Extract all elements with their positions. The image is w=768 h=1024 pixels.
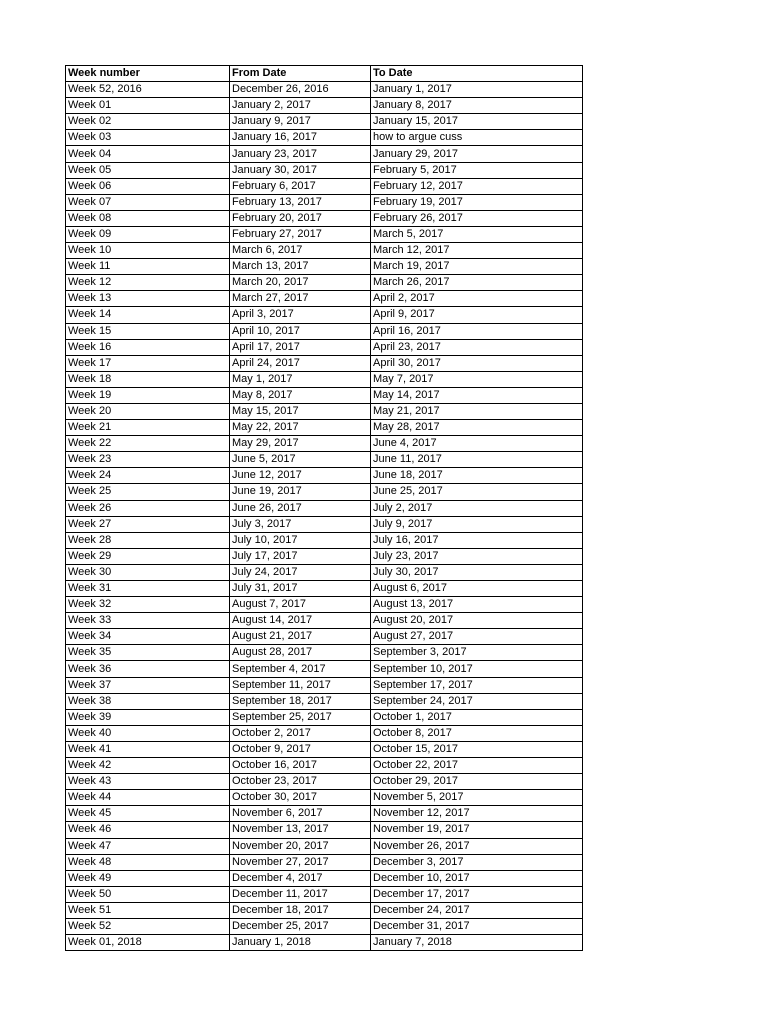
week-number-cell: Week 31 [66, 581, 230, 597]
week-number-cell: Week 13 [66, 291, 230, 307]
to-date-cell: October 29, 2017 [371, 774, 583, 790]
week-number-cell: Week 15 [66, 323, 230, 339]
to-date-cell: August 13, 2017 [371, 597, 583, 613]
week-number-cell: Week 45 [66, 806, 230, 822]
week-number-cell: Week 01, 2018 [66, 935, 230, 951]
table-row [66, 645, 583, 661]
to-date-cell: May 21, 2017 [371, 403, 583, 419]
table-row [66, 452, 583, 468]
to-date-cell: June 18, 2017 [371, 468, 583, 484]
week-number-cell: Week 03 [66, 130, 230, 146]
table-row [66, 693, 583, 709]
to-date-cell: September 10, 2017 [371, 661, 583, 677]
to-date-cell: June 25, 2017 [371, 484, 583, 500]
from-date-cell: August 14, 2017 [230, 613, 371, 629]
table-row [66, 677, 583, 693]
from-date-cell: May 15, 2017 [230, 403, 371, 419]
week-number-cell: Week 05 [66, 162, 230, 178]
week-number-cell: Week 36 [66, 661, 230, 677]
table-row [66, 613, 583, 629]
table-row [66, 838, 583, 854]
from-date-cell: June 26, 2017 [230, 500, 371, 516]
from-date-cell: February 27, 2017 [230, 226, 371, 242]
to-date-cell: January 29, 2017 [371, 146, 583, 162]
week-number-cell: Week 40 [66, 725, 230, 741]
to-date-cell: April 30, 2017 [371, 355, 583, 371]
week-number-cell: Week 50 [66, 886, 230, 902]
to-date-cell: October 8, 2017 [371, 725, 583, 741]
to-date-cell: December 17, 2017 [371, 886, 583, 902]
week-number-cell: Week 51 [66, 902, 230, 918]
table-row [66, 275, 583, 291]
week-number-cell: Week 26 [66, 500, 230, 516]
table-body [66, 82, 583, 951]
to-date-cell: May 28, 2017 [371, 420, 583, 436]
week-number-cell: Week 47 [66, 838, 230, 854]
to-date-cell: January 7, 2018 [371, 935, 583, 951]
to-date-cell: March 26, 2017 [371, 275, 583, 291]
from-date-cell: June 5, 2017 [230, 452, 371, 468]
table-row [66, 226, 583, 242]
to-date-cell: November 19, 2017 [371, 822, 583, 838]
table-row [66, 371, 583, 387]
week-number-cell: Week 02 [66, 114, 230, 130]
to-date-cell: July 16, 2017 [371, 532, 583, 548]
header-from-date: From Date [230, 66, 371, 82]
from-date-cell: December 26, 2016 [230, 82, 371, 98]
week-number-cell: Week 42 [66, 758, 230, 774]
table-row [66, 822, 583, 838]
week-number-cell: Week 35 [66, 645, 230, 661]
table-row [66, 790, 583, 806]
from-date-cell: February 13, 2017 [230, 194, 371, 210]
table-row [66, 323, 583, 339]
table-row [66, 210, 583, 226]
from-date-cell: April 17, 2017 [230, 339, 371, 355]
week-number-cell: Week 41 [66, 741, 230, 757]
from-date-cell: October 23, 2017 [230, 774, 371, 790]
table-row [66, 484, 583, 500]
from-date-cell: January 16, 2017 [230, 130, 371, 146]
table-row [66, 243, 583, 259]
week-number-cell: Week 27 [66, 516, 230, 532]
to-date-cell: September 24, 2017 [371, 693, 583, 709]
week-number-cell: Week 18 [66, 371, 230, 387]
table-row [66, 548, 583, 564]
to-date-cell: April 2, 2017 [371, 291, 583, 307]
week-number-cell: Week 52 [66, 918, 230, 934]
table-row [66, 98, 583, 114]
to-date-cell: October 1, 2017 [371, 709, 583, 725]
to-date-cell: January 1, 2017 [371, 82, 583, 98]
from-date-cell: January 2, 2017 [230, 98, 371, 114]
from-date-cell: December 11, 2017 [230, 886, 371, 902]
table-row [66, 854, 583, 870]
from-date-cell: October 2, 2017 [230, 725, 371, 741]
week-number-cell: Week 29 [66, 548, 230, 564]
from-date-cell: September 4, 2017 [230, 661, 371, 677]
to-date-cell: December 3, 2017 [371, 854, 583, 870]
from-date-cell: May 1, 2017 [230, 371, 371, 387]
from-date-cell: October 16, 2017 [230, 758, 371, 774]
to-date-cell: July 9, 2017 [371, 516, 583, 532]
from-date-cell: April 3, 2017 [230, 307, 371, 323]
to-date-cell: how to argue cuss [371, 130, 583, 146]
from-date-cell: March 27, 2017 [230, 291, 371, 307]
to-date-cell: June 4, 2017 [371, 436, 583, 452]
table-row [66, 516, 583, 532]
from-date-cell: January 1, 2018 [230, 935, 371, 951]
table-row [66, 902, 583, 918]
week-number-cell: Week 12 [66, 275, 230, 291]
week-number-cell: Week 43 [66, 774, 230, 790]
table-row [66, 387, 583, 403]
to-date-cell: September 17, 2017 [371, 677, 583, 693]
to-date-cell: July 2, 2017 [371, 500, 583, 516]
from-date-cell: July 3, 2017 [230, 516, 371, 532]
from-date-cell: March 20, 2017 [230, 275, 371, 291]
from-date-cell: March 6, 2017 [230, 243, 371, 259]
to-date-cell: October 15, 2017 [371, 741, 583, 757]
to-date-cell: December 10, 2017 [371, 870, 583, 886]
week-number-cell: Week 33 [66, 613, 230, 629]
table-row [66, 886, 583, 902]
to-date-cell: March 19, 2017 [371, 259, 583, 275]
table-row [66, 597, 583, 613]
table-row [66, 774, 583, 790]
from-date-cell: May 29, 2017 [230, 436, 371, 452]
to-date-cell: April 23, 2017 [371, 339, 583, 355]
week-number-cell: Week 06 [66, 178, 230, 194]
to-date-cell: September 3, 2017 [371, 645, 583, 661]
table-row [66, 468, 583, 484]
table-row [66, 918, 583, 934]
to-date-cell: November 26, 2017 [371, 838, 583, 854]
table-row [66, 355, 583, 371]
to-date-cell: November 12, 2017 [371, 806, 583, 822]
header-week-number: Week number [66, 66, 230, 82]
to-date-cell: February 5, 2017 [371, 162, 583, 178]
table-row [66, 82, 583, 98]
table-row [66, 403, 583, 419]
to-date-cell: August 6, 2017 [371, 581, 583, 597]
to-date-cell: July 23, 2017 [371, 548, 583, 564]
to-date-cell: March 12, 2017 [371, 243, 583, 259]
header-to-date: To Date [371, 66, 583, 82]
week-number-cell: Week 39 [66, 709, 230, 725]
table-row [66, 709, 583, 725]
table-row [66, 162, 583, 178]
table-row [66, 259, 583, 275]
table-row [66, 806, 583, 822]
week-number-cell: Week 07 [66, 194, 230, 210]
week-number-cell: Week 34 [66, 629, 230, 645]
table-row [66, 870, 583, 886]
from-date-cell: April 10, 2017 [230, 323, 371, 339]
week-number-cell: Week 22 [66, 436, 230, 452]
week-number-cell: Week 24 [66, 468, 230, 484]
table-row [66, 725, 583, 741]
from-date-cell: December 25, 2017 [230, 918, 371, 934]
week-number-cell: Week 08 [66, 210, 230, 226]
week-number-cell: Week 09 [66, 226, 230, 242]
table-row [66, 146, 583, 162]
from-date-cell: July 31, 2017 [230, 581, 371, 597]
table-row [66, 741, 583, 757]
header-row [66, 66, 583, 82]
from-date-cell: August 7, 2017 [230, 597, 371, 613]
from-date-cell: October 9, 2017 [230, 741, 371, 757]
to-date-cell: February 19, 2017 [371, 194, 583, 210]
from-date-cell: November 6, 2017 [230, 806, 371, 822]
table-row [66, 661, 583, 677]
to-date-cell: August 20, 2017 [371, 613, 583, 629]
from-date-cell: February 6, 2017 [230, 178, 371, 194]
to-date-cell: April 16, 2017 [371, 323, 583, 339]
week-number-cell: Week 19 [66, 387, 230, 403]
table-row [66, 500, 583, 516]
from-date-cell: April 24, 2017 [230, 355, 371, 371]
week-dates-table [65, 65, 583, 951]
table-row [66, 339, 583, 355]
table-row [66, 758, 583, 774]
to-date-cell: November 5, 2017 [371, 790, 583, 806]
from-date-cell: September 25, 2017 [230, 709, 371, 725]
from-date-cell: May 8, 2017 [230, 387, 371, 403]
from-date-cell: November 13, 2017 [230, 822, 371, 838]
week-number-cell: Week 16 [66, 339, 230, 355]
to-date-cell: June 11, 2017 [371, 452, 583, 468]
from-date-cell: August 28, 2017 [230, 645, 371, 661]
from-date-cell: November 20, 2017 [230, 838, 371, 854]
week-number-cell: Week 52, 2016 [66, 82, 230, 98]
to-date-cell: October 22, 2017 [371, 758, 583, 774]
week-number-cell: Week 25 [66, 484, 230, 500]
to-date-cell: December 24, 2017 [371, 902, 583, 918]
week-number-cell: Week 44 [66, 790, 230, 806]
week-number-cell: Week 30 [66, 564, 230, 580]
table-header [66, 66, 583, 82]
table-row [66, 194, 583, 210]
to-date-cell: January 15, 2017 [371, 114, 583, 130]
from-date-cell: October 30, 2017 [230, 790, 371, 806]
week-number-cell: Week 21 [66, 420, 230, 436]
week-number-cell: Week 17 [66, 355, 230, 371]
table-row [66, 436, 583, 452]
from-date-cell: December 4, 2017 [230, 870, 371, 886]
table-row [66, 307, 583, 323]
table-row [66, 130, 583, 146]
week-number-cell: Week 01 [66, 98, 230, 114]
week-number-cell: Week 14 [66, 307, 230, 323]
week-number-cell: Week 04 [66, 146, 230, 162]
week-number-cell: Week 28 [66, 532, 230, 548]
table-row [66, 629, 583, 645]
week-number-cell: Week 48 [66, 854, 230, 870]
week-number-cell: Week 20 [66, 403, 230, 419]
to-date-cell: January 8, 2017 [371, 98, 583, 114]
to-date-cell: February 12, 2017 [371, 178, 583, 194]
to-date-cell: April 9, 2017 [371, 307, 583, 323]
from-date-cell: January 9, 2017 [230, 114, 371, 130]
from-date-cell: February 20, 2017 [230, 210, 371, 226]
to-date-cell: August 27, 2017 [371, 629, 583, 645]
week-number-cell: Week 10 [66, 243, 230, 259]
from-date-cell: September 18, 2017 [230, 693, 371, 709]
week-number-cell: Week 49 [66, 870, 230, 886]
to-date-cell: May 14, 2017 [371, 387, 583, 403]
from-date-cell: August 21, 2017 [230, 629, 371, 645]
from-date-cell: September 11, 2017 [230, 677, 371, 693]
from-date-cell: May 22, 2017 [230, 420, 371, 436]
table-row [66, 178, 583, 194]
table-row [66, 564, 583, 580]
week-number-cell: Week 11 [66, 259, 230, 275]
week-number-cell: Week 23 [66, 452, 230, 468]
week-number-cell: Week 46 [66, 822, 230, 838]
table-row [66, 420, 583, 436]
to-date-cell: May 7, 2017 [371, 371, 583, 387]
week-number-cell: Week 38 [66, 693, 230, 709]
from-date-cell: March 13, 2017 [230, 259, 371, 275]
from-date-cell: November 27, 2017 [230, 854, 371, 870]
from-date-cell: January 23, 2017 [230, 146, 371, 162]
from-date-cell: July 24, 2017 [230, 564, 371, 580]
to-date-cell: December 31, 2017 [371, 918, 583, 934]
table-row [66, 935, 583, 951]
from-date-cell: December 18, 2017 [230, 902, 371, 918]
from-date-cell: July 17, 2017 [230, 548, 371, 564]
to-date-cell: February 26, 2017 [371, 210, 583, 226]
table-row [66, 114, 583, 130]
week-number-cell: Week 37 [66, 677, 230, 693]
from-date-cell: July 10, 2017 [230, 532, 371, 548]
to-date-cell: July 30, 2017 [371, 564, 583, 580]
week-number-cell: Week 32 [66, 597, 230, 613]
to-date-cell: March 5, 2017 [371, 226, 583, 242]
table-row [66, 291, 583, 307]
from-date-cell: January 30, 2017 [230, 162, 371, 178]
table-row [66, 532, 583, 548]
from-date-cell: June 12, 2017 [230, 468, 371, 484]
table-row [66, 581, 583, 597]
from-date-cell: June 19, 2017 [230, 484, 371, 500]
